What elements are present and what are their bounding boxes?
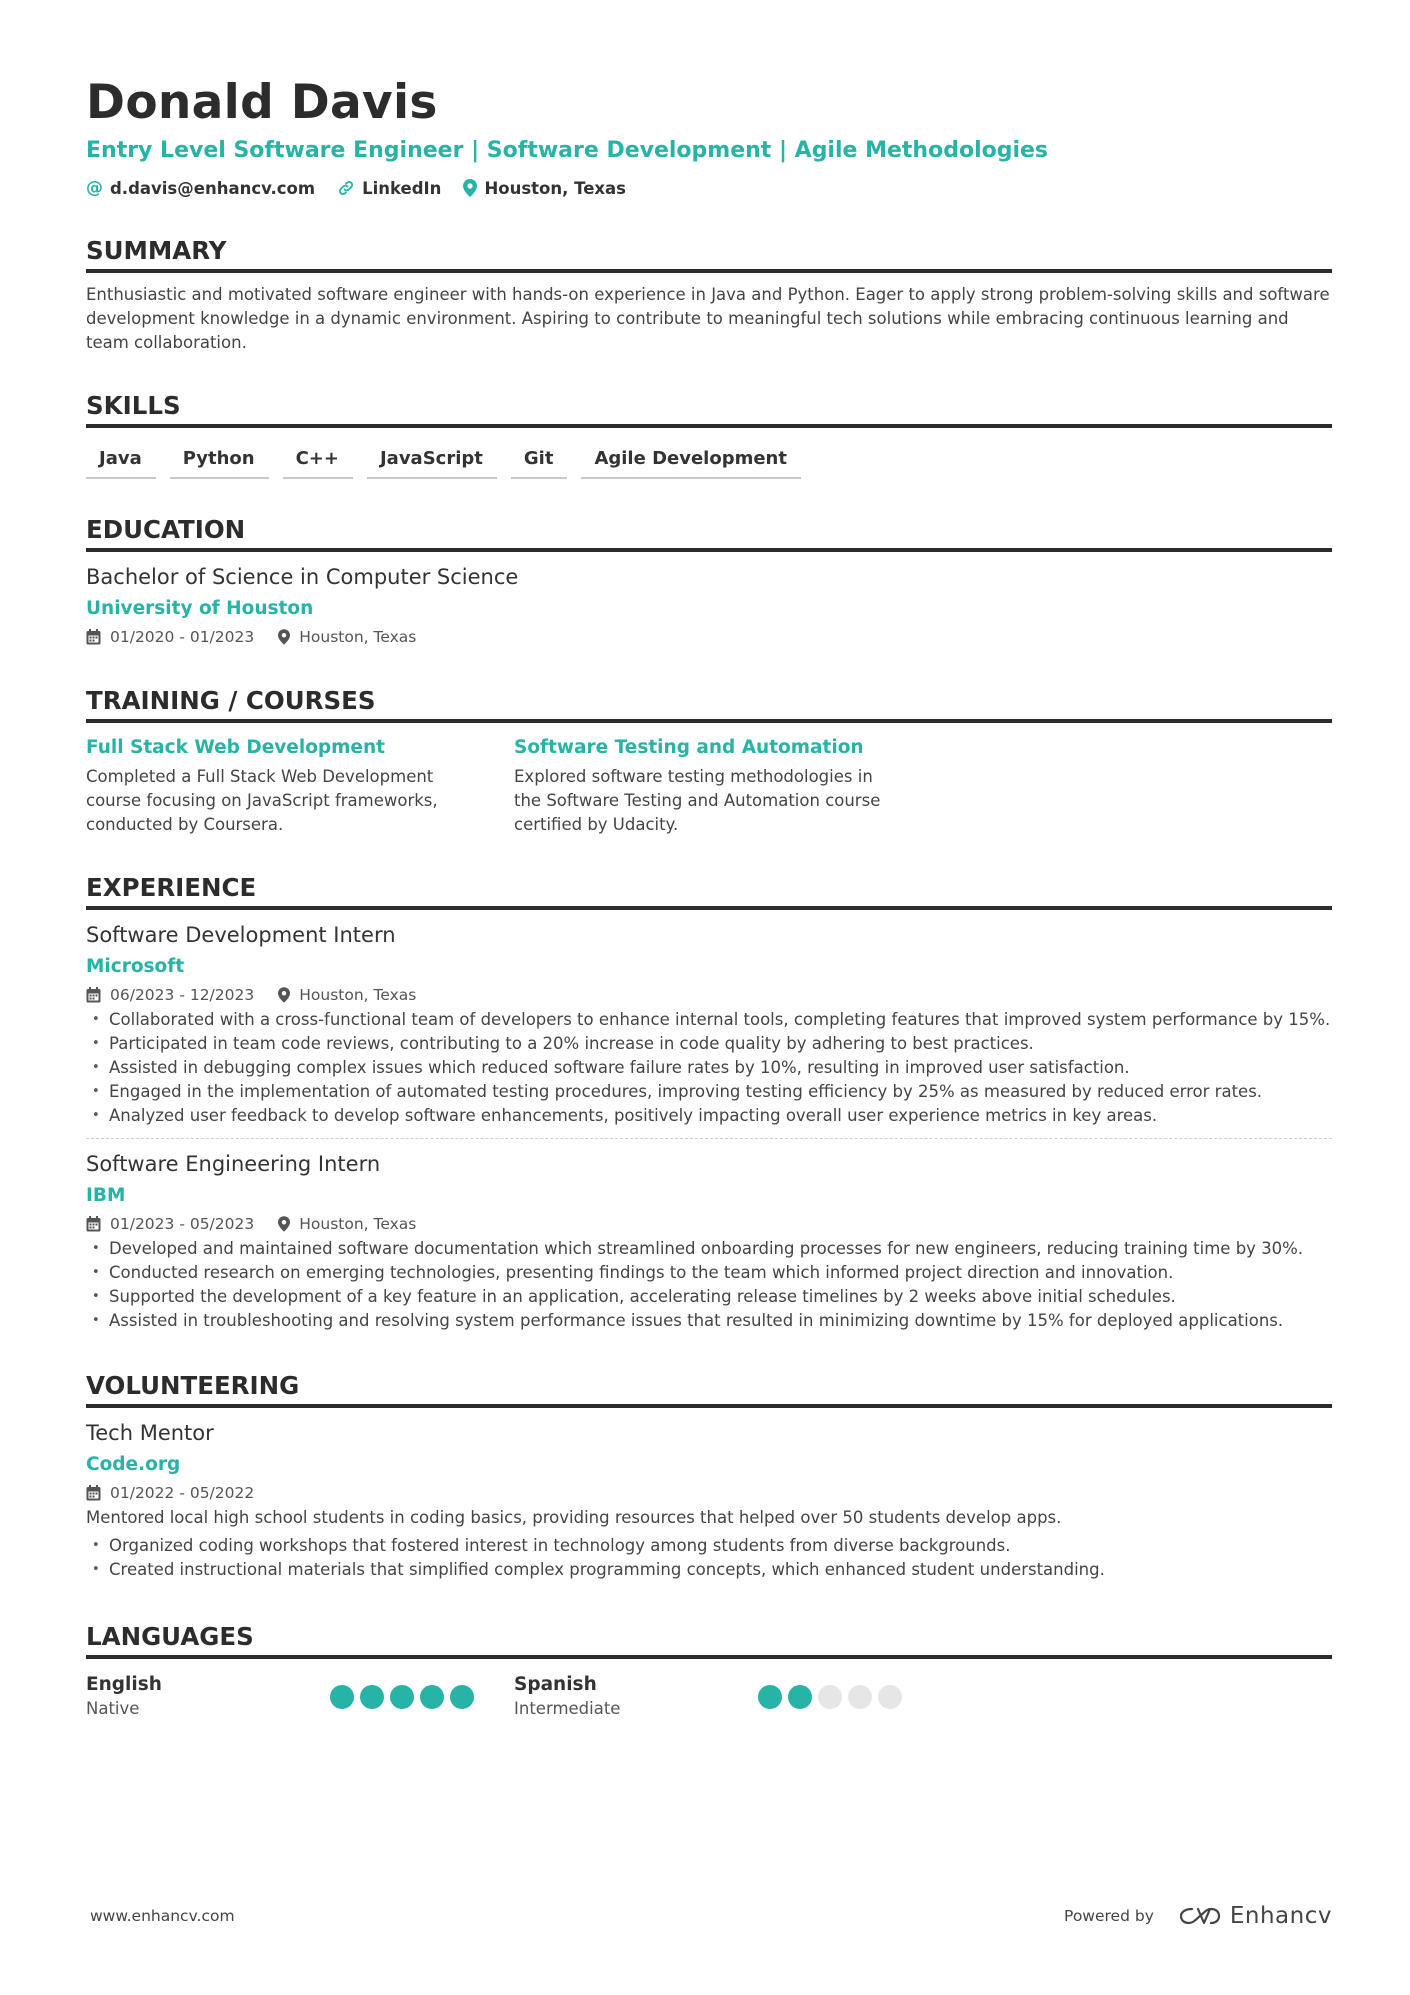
date-text: 06/2023 - 12/2023 [110, 986, 255, 1004]
meta-location [278, 628, 416, 646]
experience-section [86, 873, 1332, 1333]
proficiency-dots [758, 1685, 902, 1721]
section-title-training: TRAINING / COURSES [86, 686, 1332, 723]
education-meta [86, 628, 1332, 646]
achievement-item: • Participated in team code reviews, contributing to a 20% increase in code quality by adhering to best practices. [86, 1032, 1332, 1056]
location-text: Houston, Texas [299, 1215, 417, 1233]
contact-linkedin[interactable] [337, 179, 441, 198]
language-item [514, 1673, 942, 1721]
location-pin-icon [278, 987, 290, 1003]
entry-divider [86, 1138, 1332, 1139]
language-level: Native [86, 1699, 140, 1718]
education-section [86, 515, 1332, 646]
proficiency-dot-empty [878, 1685, 902, 1709]
proficiency-dot-filled [758, 1685, 782, 1709]
footer-url[interactable]: www.enhancv.com [90, 1907, 235, 1925]
contact-row [86, 178, 1332, 198]
volunteering-section [86, 1371, 1332, 1582]
brand-name: Enhancv [1229, 1903, 1332, 1929]
location-pin-icon [463, 179, 477, 197]
experience-entry [86, 1149, 1332, 1333]
volunteer-item: • Created instructional materials that simplified complex programming concepts, which enhanced student understanding. [86, 1558, 1332, 1582]
powered-by [1064, 1903, 1332, 1929]
contact-email[interactable] [86, 178, 315, 198]
location-text: Houston, Texas [484, 178, 626, 198]
location-text: Houston, Texas [299, 628, 417, 646]
skill-tag: Agile Development [581, 442, 801, 479]
headline: Entry Level Software Engineer | Software Development | Agile Methodologies [86, 138, 1049, 163]
brand-logo[interactable] [1178, 1903, 1332, 1929]
course-item [514, 735, 942, 837]
section-title-skills: SKILLS [86, 391, 1332, 428]
course-description: Completed a Full Stack Web Development course focusing on JavaScript frameworks, conducted by Coursera. [86, 767, 438, 834]
course-title: Software Testing and Automation [514, 737, 864, 758]
achievement-item: • Developed and maintained software documentation which streamlined onboarding processes for new engineers, reducing training time by 30%. [86, 1237, 1332, 1261]
meta-location [278, 1215, 416, 1233]
achievement-item: • Engaged in the implementation of automated testing procedures, improving testing efficiency by 25% as measured by reduced error rates. [86, 1080, 1332, 1104]
enhancv-logo-icon [1178, 1905, 1222, 1927]
languages-list [86, 1673, 1332, 1721]
achievement-item: • Supported the development of a key feature in an application, accelerating release timelines by 2 weeks above initial schedules. [86, 1285, 1332, 1309]
job-meta [86, 986, 1332, 1004]
meta-location [278, 986, 416, 1004]
proficiency-dot-filled [420, 1685, 444, 1709]
course-description: Explored software testing methodologies in the Software Testing and Automation course certified by Udacity. [514, 767, 881, 834]
calendar-icon [86, 987, 101, 1003]
proficiency-dot-filled [360, 1685, 384, 1709]
degree-title: Bachelor of Science in Computer Science [86, 565, 519, 589]
school-name: University of Houston [86, 598, 314, 619]
powered-by-label: Powered by [1064, 1907, 1154, 1925]
job-role: Software Development Intern [86, 923, 396, 947]
proficiency-dots [330, 1685, 474, 1721]
volunteer-summary: Mentored local high school students in coding basics, providing resources that helped over 50 students develop apps. [86, 1508, 1062, 1527]
skill-tag: JavaScript [367, 442, 497, 479]
location-pin-icon [278, 629, 290, 645]
volunteer-meta [86, 1484, 1332, 1502]
calendar-icon [86, 1485, 101, 1501]
achievement-item: • Assisted in troubleshooting and resolving system performance issues that resulted in minimizing downtime by 15% for deployed applications. [86, 1309, 1332, 1333]
resume-page [86, 72, 1332, 1721]
candidate-name: Donald Davis [86, 75, 438, 130]
calendar-icon [86, 1216, 101, 1232]
proficiency-dot-filled [450, 1685, 474, 1709]
volunteer-role: Tech Mentor [86, 1421, 214, 1445]
section-title-education: EDUCATION [86, 515, 1332, 552]
skills-section [86, 391, 1332, 479]
achievement-list [86, 1008, 1332, 1128]
proficiency-dot-filled [788, 1685, 812, 1709]
date-text: 01/2022 - 05/2022 [110, 1484, 255, 1502]
language-level: Intermediate [514, 1699, 621, 1718]
skill-tag: Java [86, 442, 156, 479]
section-title-summary: SUMMARY [86, 236, 1332, 273]
company-name: Microsoft [86, 956, 185, 977]
volunteer-item: • Organized coding workshops that fostered interest in technology among students from diverse backgrounds. [86, 1534, 1332, 1558]
contact-location [463, 179, 626, 198]
footer [90, 1903, 1332, 1929]
section-title-volunteering: VOLUNTEERING [86, 1371, 1332, 1408]
linkedin-text: LinkedIn [362, 178, 442, 198]
calendar-icon [86, 629, 101, 645]
proficiency-dot-empty [818, 1685, 842, 1709]
location-pin-icon [278, 1216, 290, 1232]
course-item [86, 735, 514, 837]
date-range [86, 1484, 254, 1502]
email-text: d.davis@enhancv.com [110, 178, 316, 198]
section-title-experience: EXPERIENCE [86, 873, 1332, 910]
skills-list [86, 442, 1332, 479]
date-range [86, 986, 254, 1004]
job-role: Software Engineering Intern [86, 1152, 381, 1176]
language-name: Spanish [514, 1674, 597, 1695]
experience-entry [86, 920, 1332, 1128]
achievement-list [86, 1237, 1332, 1333]
date-text: 01/2023 - 05/2023 [110, 1215, 255, 1233]
at-icon: @ [86, 178, 103, 198]
section-title-languages: LANGUAGES [86, 1622, 1332, 1659]
proficiency-dot-filled [330, 1685, 354, 1709]
training-section [86, 686, 1332, 837]
volunteer-list [86, 1534, 1332, 1582]
languages-section [86, 1622, 1332, 1721]
summary-section [86, 236, 1332, 355]
courses-grid [86, 735, 1332, 837]
skill-tag: Git [511, 442, 568, 479]
skill-tag: C++ [283, 442, 353, 479]
link-icon [337, 179, 355, 197]
skill-tag: Python [170, 442, 269, 479]
achievement-item: • Assisted in debugging complex issues which reduced software failure rates by 10%, resulting in improved user satisfaction. [86, 1056, 1332, 1080]
date-range [86, 628, 254, 646]
proficiency-dot-empty [848, 1685, 872, 1709]
location-text: Houston, Texas [299, 986, 417, 1004]
course-title: Full Stack Web Development [86, 737, 385, 758]
date-text: 01/2020 - 01/2023 [110, 628, 255, 646]
company-name: IBM [86, 1185, 126, 1206]
language-name: English [86, 1674, 162, 1695]
summary-text: Enthusiastic and motivated software engineer with hands-on experience in Java and Python. Eager to apply strong problem-solving skills and software development knowledge in a dynamic environment. Aspiring to contribute to meaningful tech solutions while embracing continuous learning and team collaboration. [86, 285, 1330, 352]
date-range [86, 1215, 254, 1233]
language-item [86, 1673, 514, 1721]
volunteer-org: Code.org [86, 1454, 181, 1475]
achievement-item: • Analyzed user feedback to develop software enhancements, positively impacting overall user experience metrics in key areas. [86, 1104, 1332, 1128]
proficiency-dot-filled [390, 1685, 414, 1709]
job-meta [86, 1215, 1332, 1233]
achievement-item: • Collaborated with a cross-functional team of developers to enhance internal tools, completing features that improved system performance by 15%. [86, 1008, 1332, 1032]
achievement-item: • Conducted research on emerging technologies, presenting findings to the team which informed project direction and innovation. [86, 1261, 1332, 1285]
